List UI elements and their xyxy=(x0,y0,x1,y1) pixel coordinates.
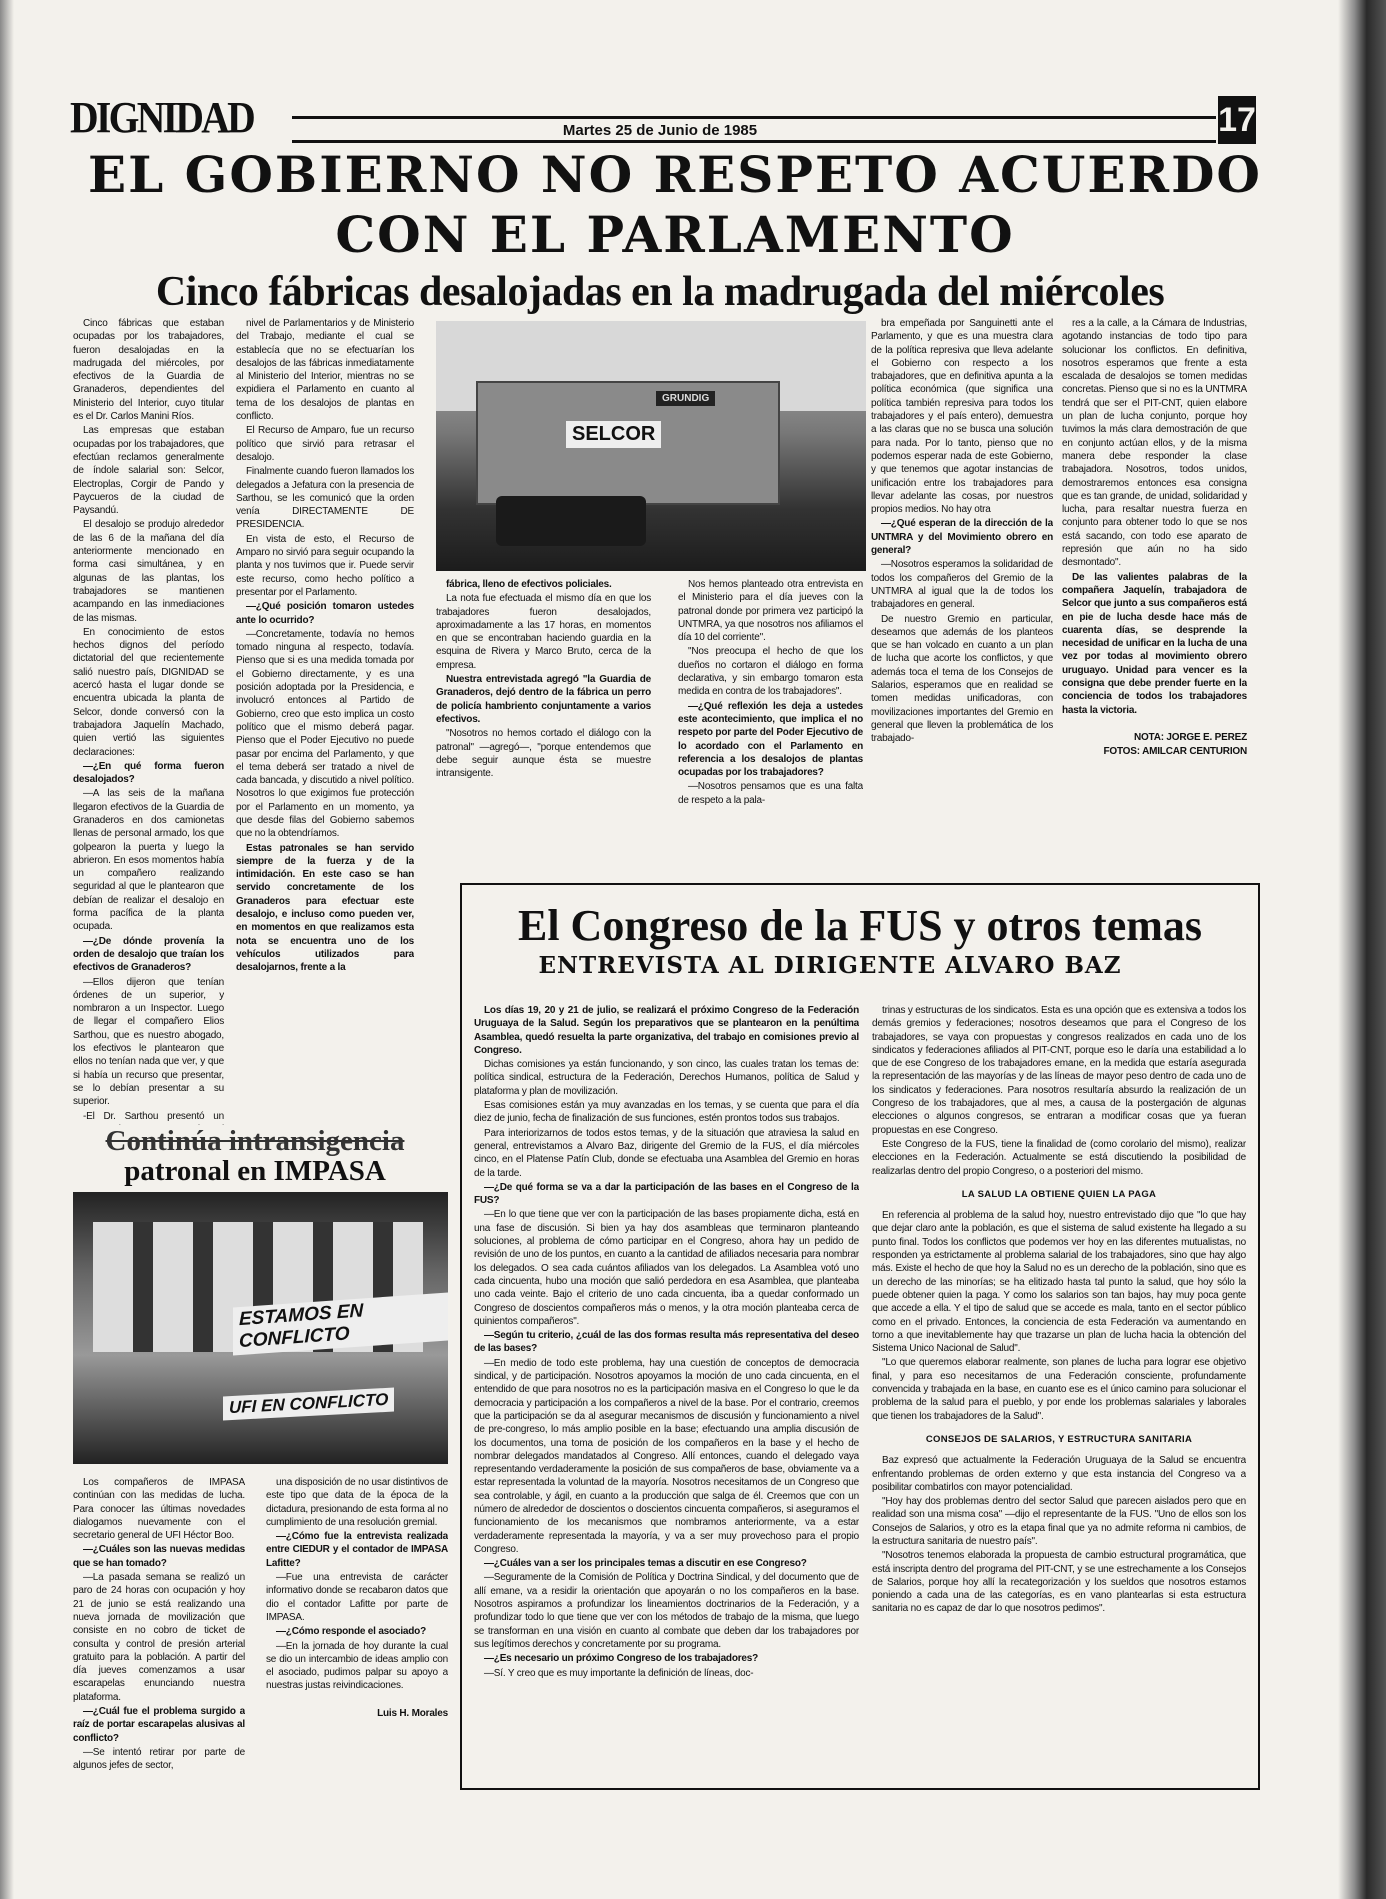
question-paragraph: —¿Cómo responde el asociado? xyxy=(276,1626,426,1638)
paragraph: El desalojo se produjo alrededor de las 6 de la mañana del día anteriormente mencionado en forma casi simultánea, y en algunas de las plantas, los trabajadores se mantienen acampando en las inmediaciones de las mismas. xyxy=(73,519,224,624)
paragraph: —En lo que tiene que ver con la participación de las bases propiamente dicha, está en una fase de discusión. Si bien ya hay dos asambleas que terminaron planteando soluciones, al problema de cómo participar en el Congreso, ahora hay un pedido de revisión de uno de los puntos, en cuanto a la cantidad de afiliados necesaria para nombrar los delegados. O sea cada cuántos afiliados van los delegados. La Asamblea votó uno cada cincuenta, hubo una moción que salió perdedora en esa Asamblea, que planteaba uno cada veinte. Bajo el criterio de uno cada cincuenta, iba a quedar conformado un Congreso de doscientos compañeros más o menos, y la otra moción planteaba cerca de quinientos compañeros". xyxy=(474,1209,859,1327)
paragraph: En vista de esto, el Recurso de Amparo no sirvió para seguir ocupando la planta y nos tuvimos que ir. Puede servir este recurso, como hecho político a presentar por el Parlamento. xyxy=(236,533,414,598)
truck-shape xyxy=(496,496,646,546)
question-paragraph: —¿En qué forma fueron desalojados? xyxy=(73,760,224,786)
masthead-rule-bottom xyxy=(292,140,1216,143)
impasa-headline-line-2: patronal en IMPASA xyxy=(124,1155,386,1187)
photo-sign-grundig: GRUNDIG xyxy=(656,391,715,406)
paragraph: Dichas comisiones ya están funcionando, y son cinco, las cuales tratan los temas de: política sindical, estructura de la Federación, Derechos Humanos, política de Salud y plataforma y plan de movilización. xyxy=(474,1059,859,1097)
paragraph: —Nosotros esperamos la solidaridad de todos los compañeros del Gremio de la UNTMRA al igual que la de todos los trabajadores en general. xyxy=(871,559,1053,611)
photo-sign-selcor: SELCOR xyxy=(566,421,661,448)
page-number: 17 xyxy=(1218,96,1256,144)
lead-column-2 xyxy=(236,317,414,1125)
paragraph: En conocimiento de estos hechos dignos del período dictatorial del que recientemente salió nuestro país, DIGNIDAD se acercó hasta el lugar donde se encuentra ubicada la planta de Selcor, donde conversó con la trabajadora Jaquelín Machado, quien vertió las siguientes declaraciones: xyxy=(73,626,224,758)
question-paragraph: —¿Cómo fue la entrevista realizada entre CIEDUR y el contador de IMPASA Lafitte? xyxy=(266,1531,448,1569)
paragraph: "Hoy hay dos problemas dentro del sector Salud que parecen aislados pero que en realidad son una misma cosa" —dijo el representante de la FUS. "Uno de ellos son los Consejos de Salarios, y otro es la etapa final que ya no admite reforma ni cambios, de la estructura sanitaria de nuestro país". xyxy=(872,1496,1246,1547)
paragraph: —Sí. Y creo que es muy importante la definición de líneas, doc- xyxy=(484,1667,754,1679)
issue-date: Martes 25 de Junio de 1985 xyxy=(562,122,758,139)
lead-column-5 xyxy=(871,317,1053,873)
byline: NOTA: JORGE E. PEREZ xyxy=(1133,731,1247,743)
paragraph: Este Congreso de la FUS, tiene la finalidad de (como corolario del mismo), realizar elecciones en la Federación. Actualmente se está discutiendo la posibilidad de realizarlas dentro del propio Congreso, o a posteriori del mismo. xyxy=(872,1138,1246,1177)
question-paragraph: —Según tu criterio, ¿cuál de las dos formas resulta más representativa del deseo de las bases? xyxy=(474,1330,859,1355)
paragraph: Nos hemos planteado otra entrevista en el Ministerio para el día jueves con la patronal donde por primera vez participó la UNTMRA, ya que nosotros nos afiliamos el día 10 del corriente". xyxy=(678,579,863,644)
paragraph: Las empresas que estaban ocupadas por los trabajadores, que efectúan reclamos generalmente de índole salarial son: Selcor, Electroplas, Corgir de Pando y Paycueros de la ciudad de Paysandú. xyxy=(73,425,224,517)
impasa-headline xyxy=(70,1126,440,1186)
paragraph: —Concretamente, todavía no hemos tomado ninguna al respecto, todavía. Pienso que si es una medida tomada por el Gobierno directamente, y es una posición adoptada por la Presidencia, e involucró entonces al Partido de Gobierno, creo que esto implica un costo político que el mismo deberá pagar. Pienso que el Poder Ejecutivo no puede pasar por encima del Parlamento, y que el tema deberá ser tratado a nivel de cada bancada, y discutido a nivel político. Nosotros lo que exigimos fue protección por el Parlamento en un momento, ya que desde filas del Gobierno sabemos que no la obtendríamos. xyxy=(236,628,414,840)
question-paragraph: —¿De dónde provenía la orden de desalojo que traían los efectivos de Granaderos? xyxy=(73,935,224,974)
impasa-column-1 xyxy=(73,1476,245,1788)
impasa-headline-line-1: Continúa intransigencia xyxy=(105,1125,405,1157)
masthead-rule-top xyxy=(292,116,1216,119)
fus-headline: El Congreso de la FUS y otros temas xyxy=(517,901,1203,950)
paragraph: —En medio de todo este problema, hay una cuestión de conceptos de democracia sindical, y de participación. Nosotros apoyamos la moción de uno cada cincuenta, en el entendido de que para nosotros no es la participación masiva en el Congreso lo que le da democracia y participación a los compañeros a nivel de la base. Por el contrario, creemos que la participación se da al asegurar mecanismos de discusión y funcionamiento a nivel de pre-congreso, lo más amplio posible en la base; efectuando una amplia discusión de los documentos, una toma de posición de los compañeros en la base y el hecho de nombrar delegados mandatados al Congreso. Allí entonces, cuando el delegado vaya representando verdaderamente la posición de sus compañeros de base, obviamente va a estar representada la voluntad de la mayoría. Nosotros necesitamos de un Congreso que sea controlable, y ágil, en cuanto a la producción que salga de él. Creemos que con un número de alrededor de doscientos o doscientos cincuenta compañeros, si aseguramos el funcionamiento de los mecanismos que nombramos anteriormente, va a estar verdaderamente representada la mayoría, y va a ser muy provechoso para el propio Congreso. xyxy=(474,1357,859,1555)
fus-column-left xyxy=(474,1004,859,1782)
paragraph: —Fue una entrevista de carácter informativo donde se recabaron datos que dio el contador Lafitte por parte de IMPASA. xyxy=(266,1572,448,1623)
subheadline: Cinco fábricas desalojadas en la madrugada del miércoles xyxy=(155,269,1165,315)
paragraph: —Ellos dijeron que tenían órdenes de un superior, y nombraron a un Inspector. Luego de llegar el compañero Elios Sarthou, que es nuestro abogado, los efectivos le plantearon que ellos no tenían nada que ver, y que si había un recurso que presentar, se lo debían presentar a su superior. xyxy=(73,976,224,1108)
lead-column-3 xyxy=(436,578,651,871)
paragraph: El Recurso de Amparo, fue un recurso político que sirvió para retrasar el desalojo. xyxy=(236,425,414,463)
question-paragraph: —¿Qué esperan de la dirección de la UNTMRA y del Movimiento obrero en general? xyxy=(871,518,1053,557)
paragraph: —La pasada semana se realizó un paro de 24 horas con ocupación y hoy 21 de junio se está realizando una nueva jornada de movilización que consiste en no cobro de ticket de consulta y control de presión arterial gratuito para la población. A partir del día jueves comenzamos a usar escarapelas enunciando nuestra plataforma. xyxy=(73,1572,245,1703)
paragraph: Finalmente cuando fueron llamados los delegados a Jefatura con la presencia de Sarthou, se les comunicó que la orden venía DIRECTAMENTE DE PRESIDENCIA. xyxy=(236,466,414,531)
paragraph: "Nos preocupa el hecho de que los dueños no cortaron el diálogo en forma declarativa, y sin embargo tomaron esta medida en contra de los trabajadores". xyxy=(678,646,863,698)
paragraph: —Seguramente de la Comisión de Política y Doctrina Sindical, y del documento que de allí emane, va a residir la orientación que apoyarán o no los compañeros en la base. Nosotros aspiramos a profundizar los lineamientos doctrinarios de la Federación, y a profundizar todo lo que tiene que ver con los métodos de trabajo de la misma, que luego se transforman en una visión en cuanto al combate que deben dar los trabajadores por sus legítimos derechos y concretamente por su programa. xyxy=(474,1572,859,1650)
paragraph: La nota fue efectuada el mismo día en que los trabajadores fueron desalojados, aproximadamente a las 17 horas, en momentos en que se encontraban haciendo guardia en la esquina de Rivera y Marco Bruto, cerca de la empresa. xyxy=(436,593,651,671)
fus-subheadline: ENTREVISTA AL DIRIGENTE ALVARO BAZ xyxy=(538,952,1122,979)
impasa-column-2 xyxy=(266,1476,448,1788)
paragraph: "Nosotros no hemos cortado el diálogo con la patronal" —agregó—, "porque entendemos que debe seguir aunque ésta se muestre intransigente. xyxy=(436,728,651,780)
question-paragraph: —¿Qué posición tomaron ustedes ante lo ocurrido? xyxy=(236,601,414,626)
paragraph: Baz expresó que actualmente la Federación Uruguaya de la Salud se encuentra enfrentando problemas de orden externo y que esta instancia del Congreso va a posibilitar combatirlos con mayor potencialidad. xyxy=(872,1455,1246,1493)
impasa-building-photo xyxy=(73,1192,448,1464)
paragraph: bra empeñada por Sanguinetti ante el Parlamento, y que es una muestra clara de la política represiva que lleva adelante el Gobierno con respecto a los trabajadores, que en definitiva apunta a la política económica (que significa una política también represiva para todos los trabajadores y el país entero), demuestra a las claras que no se busca una solución para nada. Por lo tanto, pienso que no podemos esperar nada de este Gobierno, y que tenemos que agotar instancias de unificación entre los trabajadores para llevar adelante las cosas, por nuestros propios medios. No hay otra xyxy=(871,318,1053,516)
selcor-factory-photo xyxy=(436,321,866,571)
paragraph: "Lo que queremos elaborar realmente, son planes de lucha para lograr ese objetivo final, y para eso necesitamos de una Federación consciente, profundamente convencida y trabajada en la base, en cuanto ese es el único camino para solucionar el problema de la salud para el pueblo, y por ende los problemas salariales y laborales que tienen los trabajadores de la Salud". xyxy=(872,1357,1246,1422)
scan-shadow-right xyxy=(1338,0,1386,1899)
lead-column-1 xyxy=(73,317,224,1125)
question-paragraph: —¿Es necesario un próximo Congreso de los trabajadores? xyxy=(484,1653,759,1665)
lead-column-6 xyxy=(1062,317,1247,873)
headline-line-2: CON EL PARLAMENTO xyxy=(335,205,1015,264)
paragraph: Los compañeros de IMPASA continúan con las medidas de lucha. Para conocer las últimas novedades dialogamos nuevamente con el secretario general de UFI Héctor Boo. xyxy=(73,1477,245,1542)
scan-shadow-left xyxy=(0,0,14,1899)
byline: Luis H. Morales xyxy=(377,1707,448,1719)
question-paragraph: —¿Cuál fue el problema surgido a raíz de portar escarapelas alusivas al conflicto? xyxy=(73,1706,245,1744)
question-paragraph: —¿Qué reflexión les deja a ustedes este acontecimiento, que implica el no respeto por parte del Poder Ejecutivo de lo acordado con el Parlamento en referencia a los desalojos de plantas ocupadas por los trabajadores? xyxy=(678,700,863,779)
photo-banner-2: UFI EN CONFLICTO xyxy=(223,1388,394,1421)
fus-column-right xyxy=(872,1004,1246,1782)
paragraph: una disposición de no usar distintivos de este tipo que data de la época de la dictadura, presionando de esta forma al no cumplimiento de una resolución gremial. xyxy=(266,1477,448,1528)
paragraph: -El Dr. Sarthou presentó un xyxy=(83,1110,224,1122)
byline: FOTOS: AMILCAR CENTURION xyxy=(1103,746,1247,758)
question-paragraph: Los días 19, 20 y 21 de julio, se realizará el próximo Congreso de la Federación Uruguaya de la Salud. Según los preparativos que se plantearon en la penúltima Asamblea, quedó resuelta la parte organizativa, del trabajo en comisiones previo al Congreso. xyxy=(474,1005,859,1056)
paragraph: Para interiorizarnos de todos estos temas, y de la situación que atraviesa la salud en general, entrevistamos a Alvaro Baz, dirigente del Gremio de la FUS, el día miércoles cinco, en el Platense Patín Club, donde se efectuaba una Asamblea del Gremio en horas de la tarde. xyxy=(474,1127,859,1179)
section-heading: CONSEJOS DE SALARIOS, Y ESTRUCTURA SANITARIA xyxy=(925,1433,1193,1445)
paragraph: nivel de Parlamentarios y de Ministerio del Trabajo, mediante el cual se establecía que no se efectuarían los desalojos de las fábricas inmediatamente al Ministerio del Interior, mientras no se expidiera el Parlamento en cuanto al tema de los desalojos de plantas en conflicto. xyxy=(236,318,414,423)
question-paragraph: Nuestra entrevistada agregó "la Guardia de Granaderos, dejó dentro de la fábrica un perro de policía hambriento conjuntamente a varios efectivos. xyxy=(436,674,651,725)
paragraph: En referencia al problema de la salud hoy, nuestro entrevistado dijo que "lo que hay que dejar claro ante la población, es que el sistema de salud existente ha llegado a su punto final. Todos los conflictos que podemos ver hoy en las diferentes mutualistas, no responden ya estrictamente al problema salarial de los trabajadores, sino que hay algo más. Existe el hecho de que hoy la Salud no es un derecho de la población, sino que es un derecho de las minorías; se ha elitizado hasta tal punto la salud, que hoy sólo la puede obtener quien la paga. Y como los salarios son tan bajos, hay muy poca gente que accede a ella. Y el tipo de salud que se accede es mala, tanto en el sector público como en el privado. Entonces, la conciencia de esta Federación va aumentando en torno a que inevitablemente hay que trazarse un plan de lucha hacia la obtención del Sistema Unico Nacional de Salud". xyxy=(872,1210,1246,1355)
headline-line-1: EL GOBIERNO NO RESPETO ACUERDO xyxy=(88,145,1262,204)
question-paragraph: De las valientes palabras de la compañera Jaquelín, trabajadora de Selcor que junto a sus compañeros está en pie de lucha desde hace más de cuarenta días, se desprende la necesidad de unificar en la lucha de una vez por todas al movimiento obrero uruguayo. Unidad para vencer es la consigna que debe prender fuerte en la conciencia de todos los trabajadores hasta la victoria. xyxy=(1062,571,1247,716)
masthead-logo: DIGNIDAD xyxy=(70,93,254,142)
question-paragraph: —¿Cuáles son las nuevas medidas que se han tomado? xyxy=(73,1544,245,1569)
photo-banner-1: ESTAMOS EN CONFLICTO xyxy=(233,1292,448,1355)
paragraph: De nuestro Gremio en particular, deseamos que además de los planteos que se han volcado en cuanto a un plan de lucha que acorte los conflictos, y que además toca el tema de los Consejos de Salarios, esperamos que en realidad se tomen medidas unificadoras, con movilizaciones importantes del Gremio en general que lleven la problemática de los trabajado- xyxy=(871,613,1053,745)
paragraph: —A las seis de la mañana llegaron efectivos de la Guardia de Granaderos en dos camionetas llenas de personal armado, los que golpearon la puerta y luego la abrieron. En esos momentos había un compañero realizando seguridad al que le plantearon que debían de realizar el desalojo en forma pacífica de la planta ocupada. xyxy=(73,788,224,933)
lead-column-4 xyxy=(678,578,863,871)
paragraph: —En la jornada de hoy durante la cual se dio un intercambio de ideas amplio con el asociado, pudimos palpar su apoyo a nuestras justas reivindicaciones. xyxy=(266,1640,448,1692)
paragraph: Cinco fábricas que estaban ocupadas por los trabajadores, fueron desalojadas en la madrugada del miércoles, por efectivos de la Guardia de Granaderos, dependientes del Ministerio del Interior, cuyo titular es el Dr. Carlos Manini Ríos. xyxy=(73,318,224,423)
question-paragraph: fábrica, lleno de efectivos policiales. xyxy=(446,579,612,590)
paragraph: Esas comisiones están ya muy avanzadas en los temas, y se cuenta que para el día diez de junio, fecha de finalización de sus funciones, estén prontos todos sus trabajos. xyxy=(474,1100,859,1125)
section-heading: LA SALUD LA OBTIENE QUIEN LA PAGA xyxy=(961,1188,1157,1200)
paragraph: trinas y estructuras de los sindicatos. Esta es una opción que es extensiva a todos los demás gremios y federaciones; nosotros deseamos que para el Congreso de los trabajadores, se vaya con propuestas y congresos realizados en cada uno de los sindicatos y federaciones afiliados al PIT-CNT, porque eso le daría una estabilidad a lo que de ese Congreso de los trabajadores emane, en la medida que estaría asegurada la representación de las mayorías y de las líneas de mayor peso dentro de cada uno de los sindicatos y federaciones. Para nosotros resultaría absurdo la realización de un Congreso de los trabajadores, que al mes, a causa de la postergación de algunas elecciones o algunos congresos, se entraran a modificar cosas que ya fueran propuestas en ese Congreso. xyxy=(872,1005,1246,1136)
paragraph: —Nosotros pensamos que es una falta de respeto a la pala- xyxy=(678,781,863,806)
paragraph: "Nosotros tenemos elaborada la propuesta de cambio estructural programática, que está inscripta dentro del programa del PIT-CNT, y se une estrechamente a los Consejos de Salarios, porque hoy allí la recategorización y los sueldos que nosotros estamos poniendo a cada una de las categorías, es en vano plantearlas si esta estructura sanitaria no es capaz de dar lo que nosotros pedimos". xyxy=(872,1550,1246,1615)
paragraph: —Se intentó retirar por parte de algunos jefes de sector, xyxy=(73,1746,245,1772)
question-paragraph: Estas patronales se han servido siempre de la fuerza y de la intimidación. En este caso se han servido concretamente de los Granaderos para efectuar este desalojo, e incluso como pueden ver, en momentos en que realizamos esta nota se encuentra uno de los vehículos utilizados para desalojarnos, frente a la xyxy=(236,842,414,974)
question-paragraph: —¿Cuáles van a ser los principales temas a discutir en ese Congreso? xyxy=(484,1558,807,1570)
paragraph: res a la calle, a la Cámara de Industrias, agotando instancias de todo tipo para solucionar los conflictos. En definitiva, nosotros esperamos que frente a esta escalada de desalojos se tomen medidas concretas. Pienso que si no es la UNTMRA tendrá que ser el PIT-CNT, quien elabore un plan de lucha conjunto, porque hoy tuvimos la más clara demostración de que en conjunto actúan ellos, y de la misma manera debe responder la clase trabajadora. Nosotros, todos unidos, demostraremos entonces esa consigna que es tan grande, de unidad, solidaridad y lucha, para resaltar nuestra fuerza en conjunto para obtener todo lo que se nos está sacando, con todo ese aparato de represión que aún no ha sido desmontado". xyxy=(1062,318,1247,569)
question-paragraph: —¿De qué forma se va a dar la participación de las bases en el Congreso de la FUS? xyxy=(474,1181,859,1207)
